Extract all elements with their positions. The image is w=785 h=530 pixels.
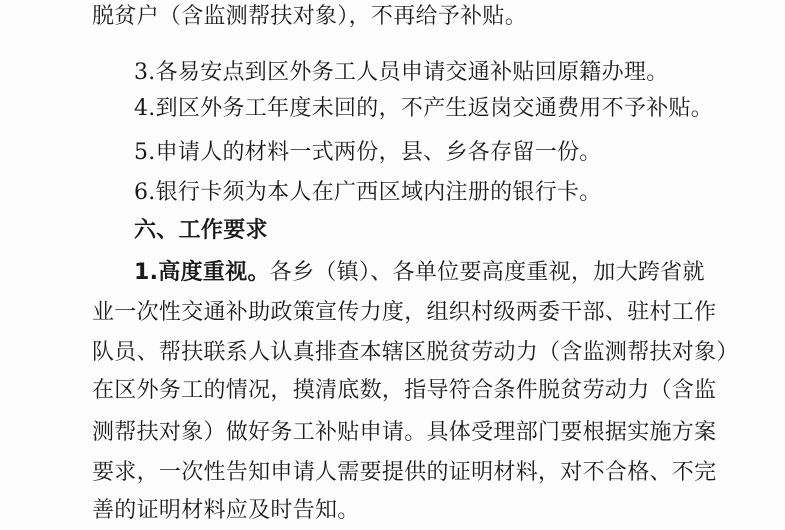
requirement-1-line-5: 测帮扶对象）做好务工补贴申请。具体受理部门要根据实施方案 <box>92 420 717 445</box>
requirement-1-line-4: 在区外务工的情况，摸清底数，指导符合条件脱贫劳动力（含监 <box>92 378 717 403</box>
requirement-1-line-2: 业一次性交通补助政策宣传力度，组织村级两委干部、驻村工作 <box>92 300 717 325</box>
list-item-3: 3.各易安点到区外务工人员申请交通补贴回原籍办理。 <box>134 60 669 85</box>
list-item-6: 6.银行卡须为本人在广西区域内注册的银行卡。 <box>134 180 602 205</box>
requirement-1-label: 1.高度重视。 <box>134 260 270 285</box>
requirement-1-text: 各乡（镇）、各单位要高度重视，加大跨省就 <box>269 260 705 285</box>
section-heading: 六、工作要求 <box>134 218 268 243</box>
requirement-1-first-line <box>134 258 705 288</box>
text-line-continuation: 脱贫户（含监测帮扶对象），不再给予补贴。 <box>92 4 528 29</box>
requirement-1-line-7: 善的证明材料应及时告知。 <box>92 498 360 523</box>
list-item-5: 5.申请人的材料一式两份，县、乡各存留一份。 <box>134 140 602 165</box>
requirement-1-line-3: 队员、帮扶联系人认真排查本辖区脱贫劳动力（含监测帮扶对象） <box>92 340 739 365</box>
requirement-1-line-6: 要求，一次性告知申请人需要提供的证明材料，对不合格、不完 <box>92 460 717 485</box>
list-item-4: 4.到区外务工年度未回的，不产生返岗交通费用不予补贴。 <box>134 96 714 121</box>
